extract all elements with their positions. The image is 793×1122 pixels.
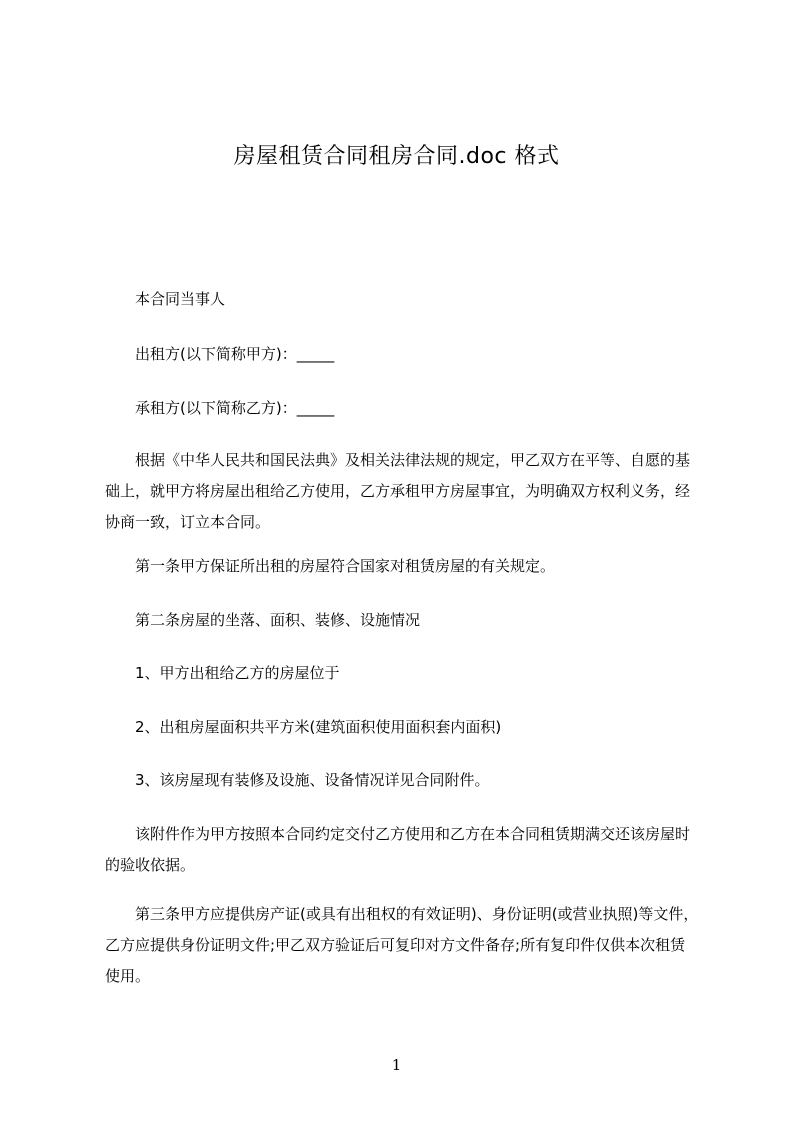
document-title: 房屋租赁合同租房合同.doc 格式 — [233, 144, 560, 169]
paragraph-item-1: 1、甲方出租给乙方的房屋位于 — [135, 664, 340, 682]
paragraph-article-1: 第一条甲方保证所出租的房屋符合国家对租赁房屋的有关规定。 — [135, 557, 556, 575]
paragraph-preamble: 根据《中华人民共和国民法典》及相关法律法规的规定，甲乙双方在平等、自愿的基础上，就甲方将房屋出租给乙方使用，乙方承租甲方房屋事宜，为明确双方权利义务，经协商一致，订立本合同。 — [105, 451, 691, 531]
paragraph-lessee: 承租方(以下简称乙方)：_____ — [135, 399, 335, 417]
paragraph-item-3: 3、该房屋现有装修及设施、设备情况详见合同附件。 — [135, 771, 490, 789]
paragraph-parties-heading: 本合同当事人 — [135, 290, 226, 308]
paragraph-item-2: 2、出租房屋面积共平方米(建筑面积使用面积套内面积) — [135, 718, 502, 736]
page-number: 1 — [391, 1056, 402, 1074]
paragraph-article-2: 第二条房屋的坐落、面积、装修、设施情况 — [135, 611, 421, 629]
paragraph-lessor: 出租方(以下简称甲方)：_____ — [135, 345, 335, 363]
paragraph-article-3: 第三条甲方应提供房产证(或具有出租权的有效证明)、身份证明(或营业执照)等文件，乙方应提供身份证明文件;甲乙双方验证后可复印对方文件备存;所有复印件仅供本次租赁使用。 — [105, 905, 699, 985]
paragraph-appendix-note: 该附件作为甲方按照本合同约定交付乙方使用和乙方在本合同租赁期满交还该房屋时的验收依据。 — [105, 825, 691, 874]
